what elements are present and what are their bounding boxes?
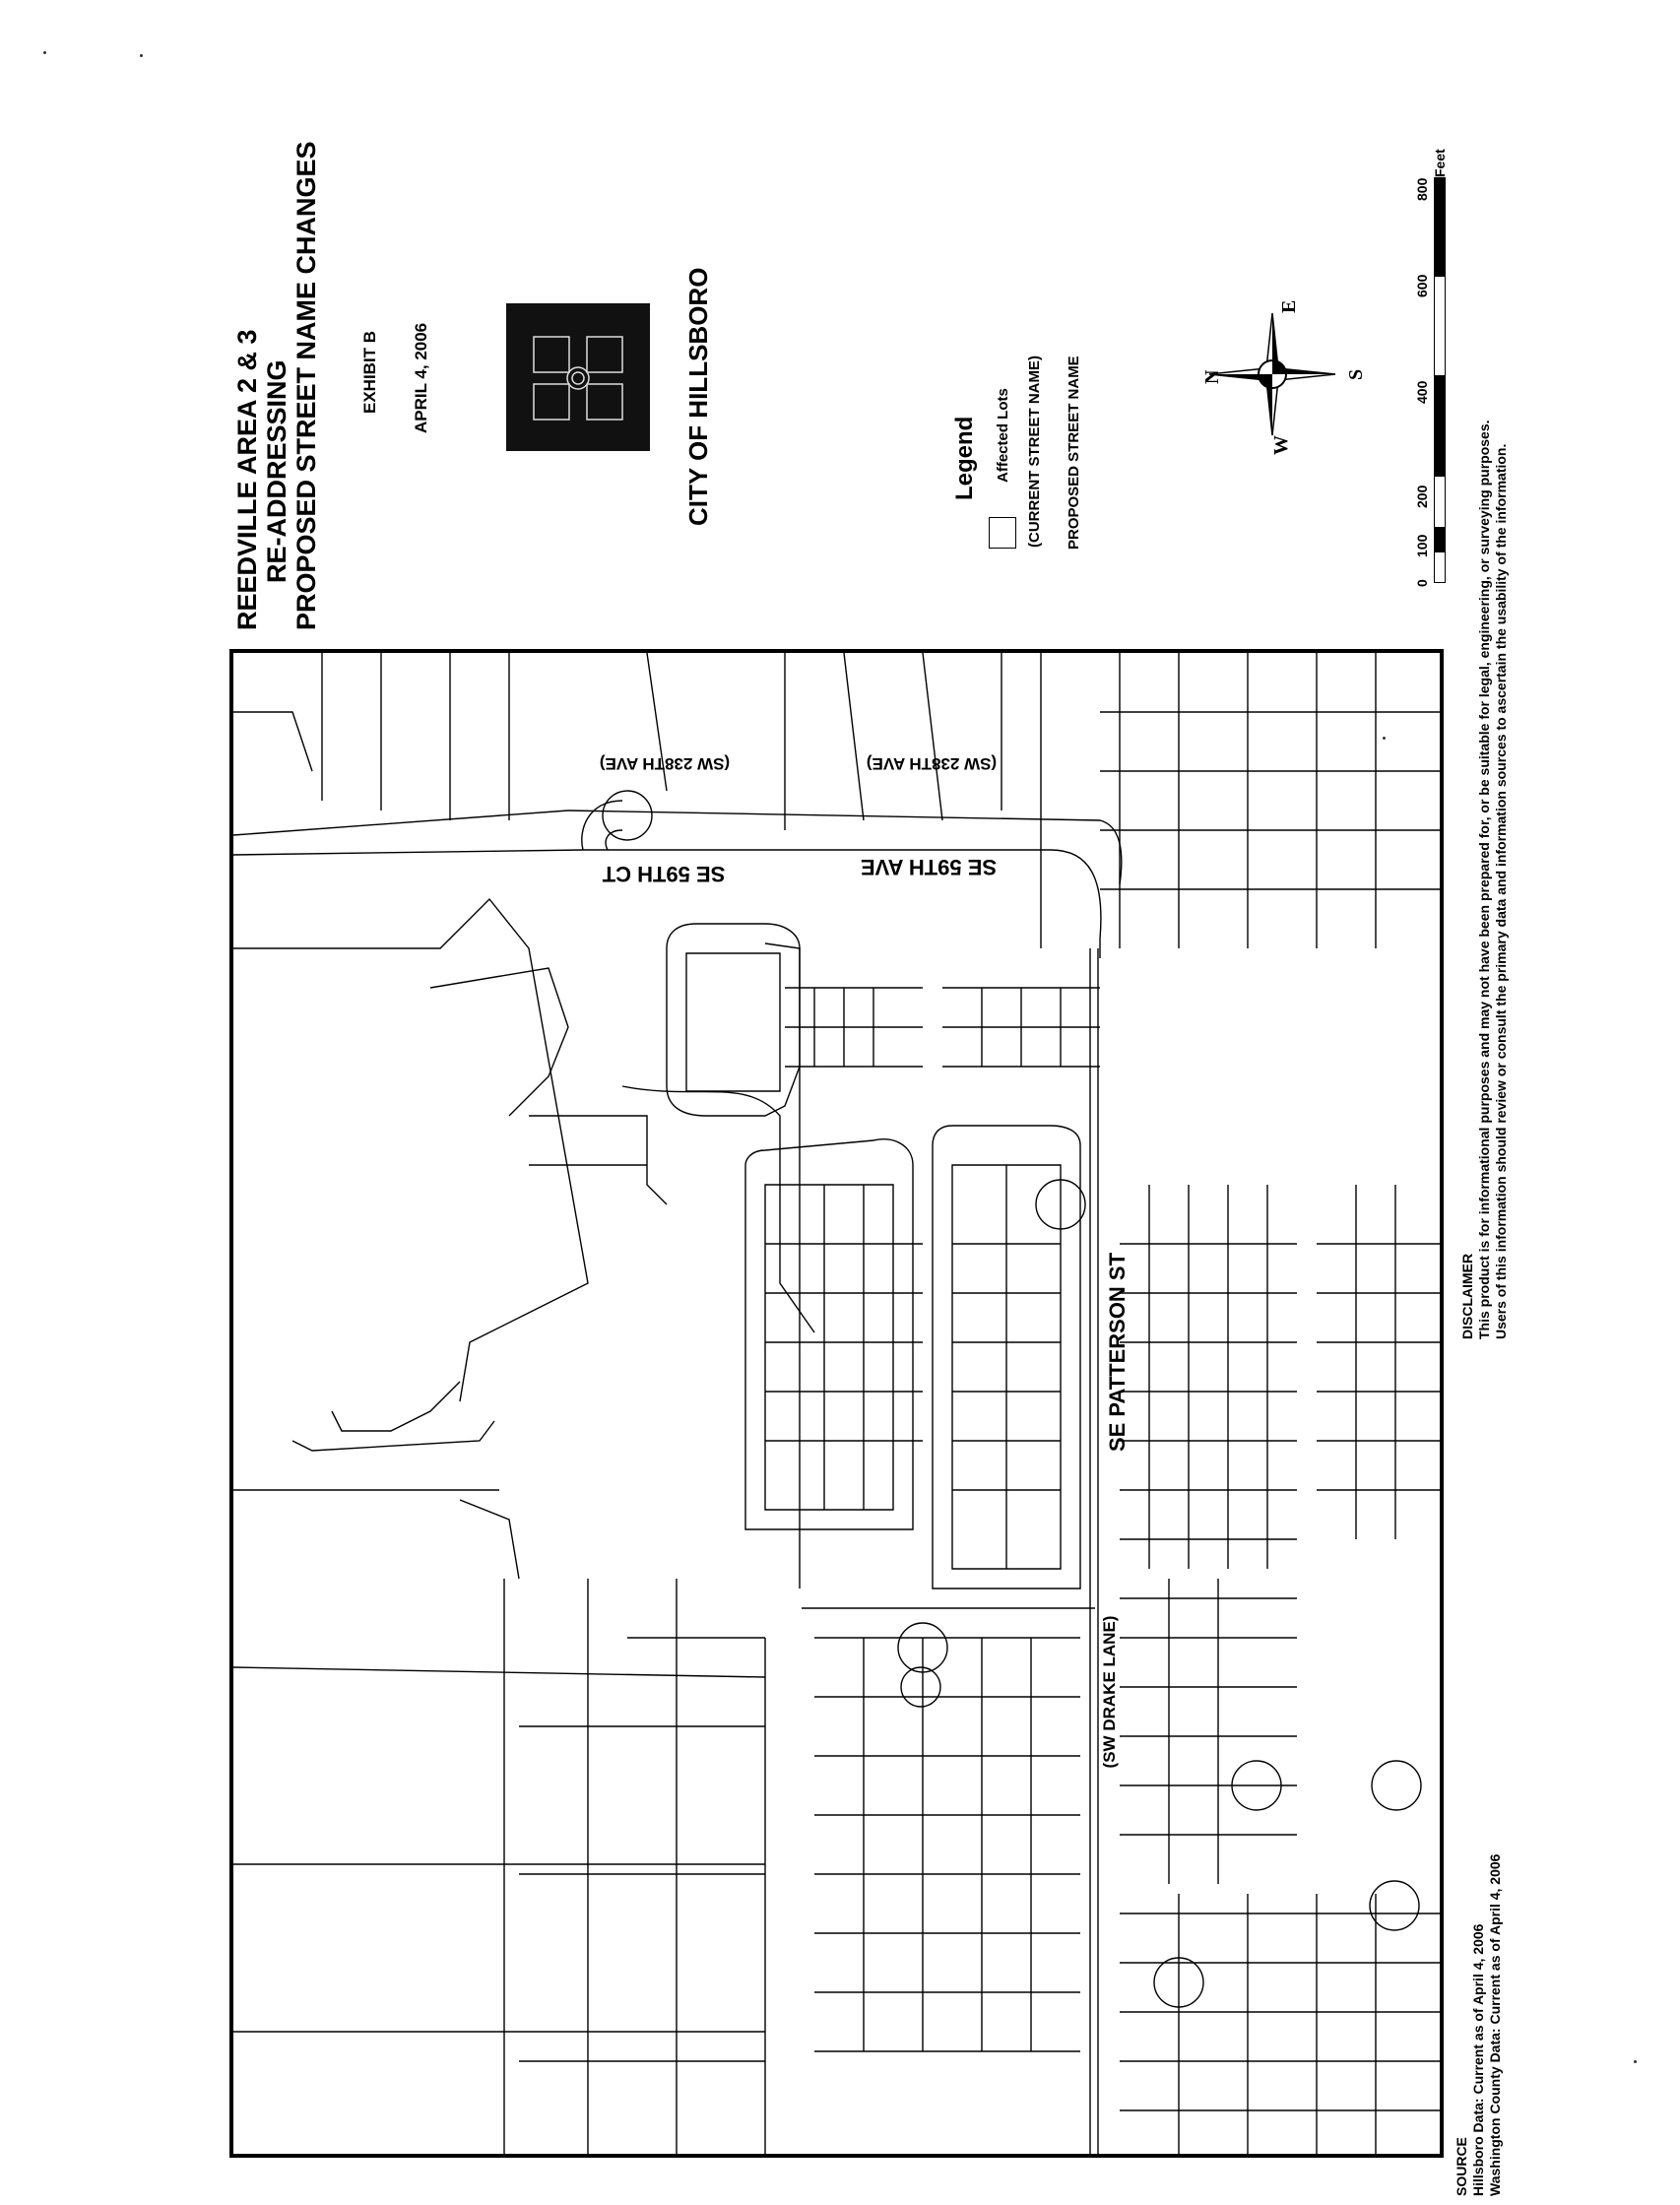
exhibit-label: EXHIBIT B [360, 330, 379, 414]
map-frame [229, 649, 1444, 2158]
title-line-1: REEDVILLE AREA 2 & 3 [232, 329, 262, 630]
disclaimer-line-1: This product is for informational purposes and may not have been prepared for, or be suitable for legal, engineering, or surveying purposes. [1476, 420, 1492, 1339]
legend-affected-lots: Affected Lots [995, 388, 1011, 483]
date-label: APRIL 4, 2006 [412, 322, 430, 433]
street-label-sw-drake-lane: (SW DRAKE LANE) [1100, 1615, 1119, 1769]
title-line-3: PROPOSED STREET NAME CHANGES [291, 141, 321, 630]
legend-title: Legend [951, 416, 978, 500]
legend-proposed-name: PROPOSED STREET NAME [1066, 356, 1082, 550]
disclaimer-line-2: Users of this information should review or consult the primary data and information sources to ascertain the usability of the information. [1493, 443, 1509, 1339]
street-label-se-59th-ave: SE 59TH AVE [860, 855, 998, 879]
scale-tick-800: 800 [1414, 177, 1430, 201]
scale-bar [1434, 177, 1446, 583]
scale-unit: Feet [1432, 149, 1448, 177]
compass-e: E [1278, 299, 1300, 313]
scale-tick-600: 600 [1414, 274, 1430, 297]
scale-segment [1435, 527, 1445, 552]
parcel-lines [233, 653, 1440, 2154]
scan-speck [43, 51, 46, 54]
legend-current-name: (CURRENT STREET NAME) [1026, 356, 1043, 548]
title-line-2: RE-ADDRESSING [262, 359, 291, 583]
disclaimer-heading: DISCLAIMER [1459, 1253, 1475, 1339]
source-line-1: Hillsboro Data: Current as of April 4, 2006 [1470, 1923, 1486, 2196]
parcel-map [233, 653, 1440, 2154]
scan-speck [1634, 2060, 1637, 2063]
scale-segment [1435, 375, 1445, 477]
affected-lots-swatch [989, 517, 1016, 549]
scale-segment [1435, 178, 1445, 277]
scan-speck [140, 54, 143, 57]
source-heading: SOURCE [1454, 2137, 1469, 2196]
disclaimer [1459, 420, 1510, 1339]
logo-mark [506, 303, 650, 451]
scale-tick-100: 100 [1414, 534, 1430, 557]
scale-tick-200: 200 [1414, 485, 1430, 508]
source-line-2: Washington County Data: Current as of April 4, 2006 [1487, 1853, 1503, 2196]
scale-tick-400: 400 [1414, 380, 1430, 404]
compass-s: S [1345, 368, 1367, 380]
compass-n: N [1201, 369, 1223, 384]
city-name: CITY OF HILLSBORO [683, 267, 713, 526]
scale-tick-0: 0 [1414, 579, 1430, 587]
street-label-se-patterson-st: SE PATTERSON ST [1105, 1252, 1130, 1453]
street-label-se-59th-ct: SE 59TH CT [602, 862, 726, 886]
street-label-sw-238th-ave-2: (SW 238TH AVE) [866, 754, 998, 773]
source-note [1454, 1854, 1504, 2196]
city-logo [506, 303, 650, 451]
compass-w: W [1270, 435, 1292, 455]
map-title [232, 141, 321, 630]
street-label-sw-238th-ave-1: (SW 238TH AVE) [599, 754, 731, 773]
